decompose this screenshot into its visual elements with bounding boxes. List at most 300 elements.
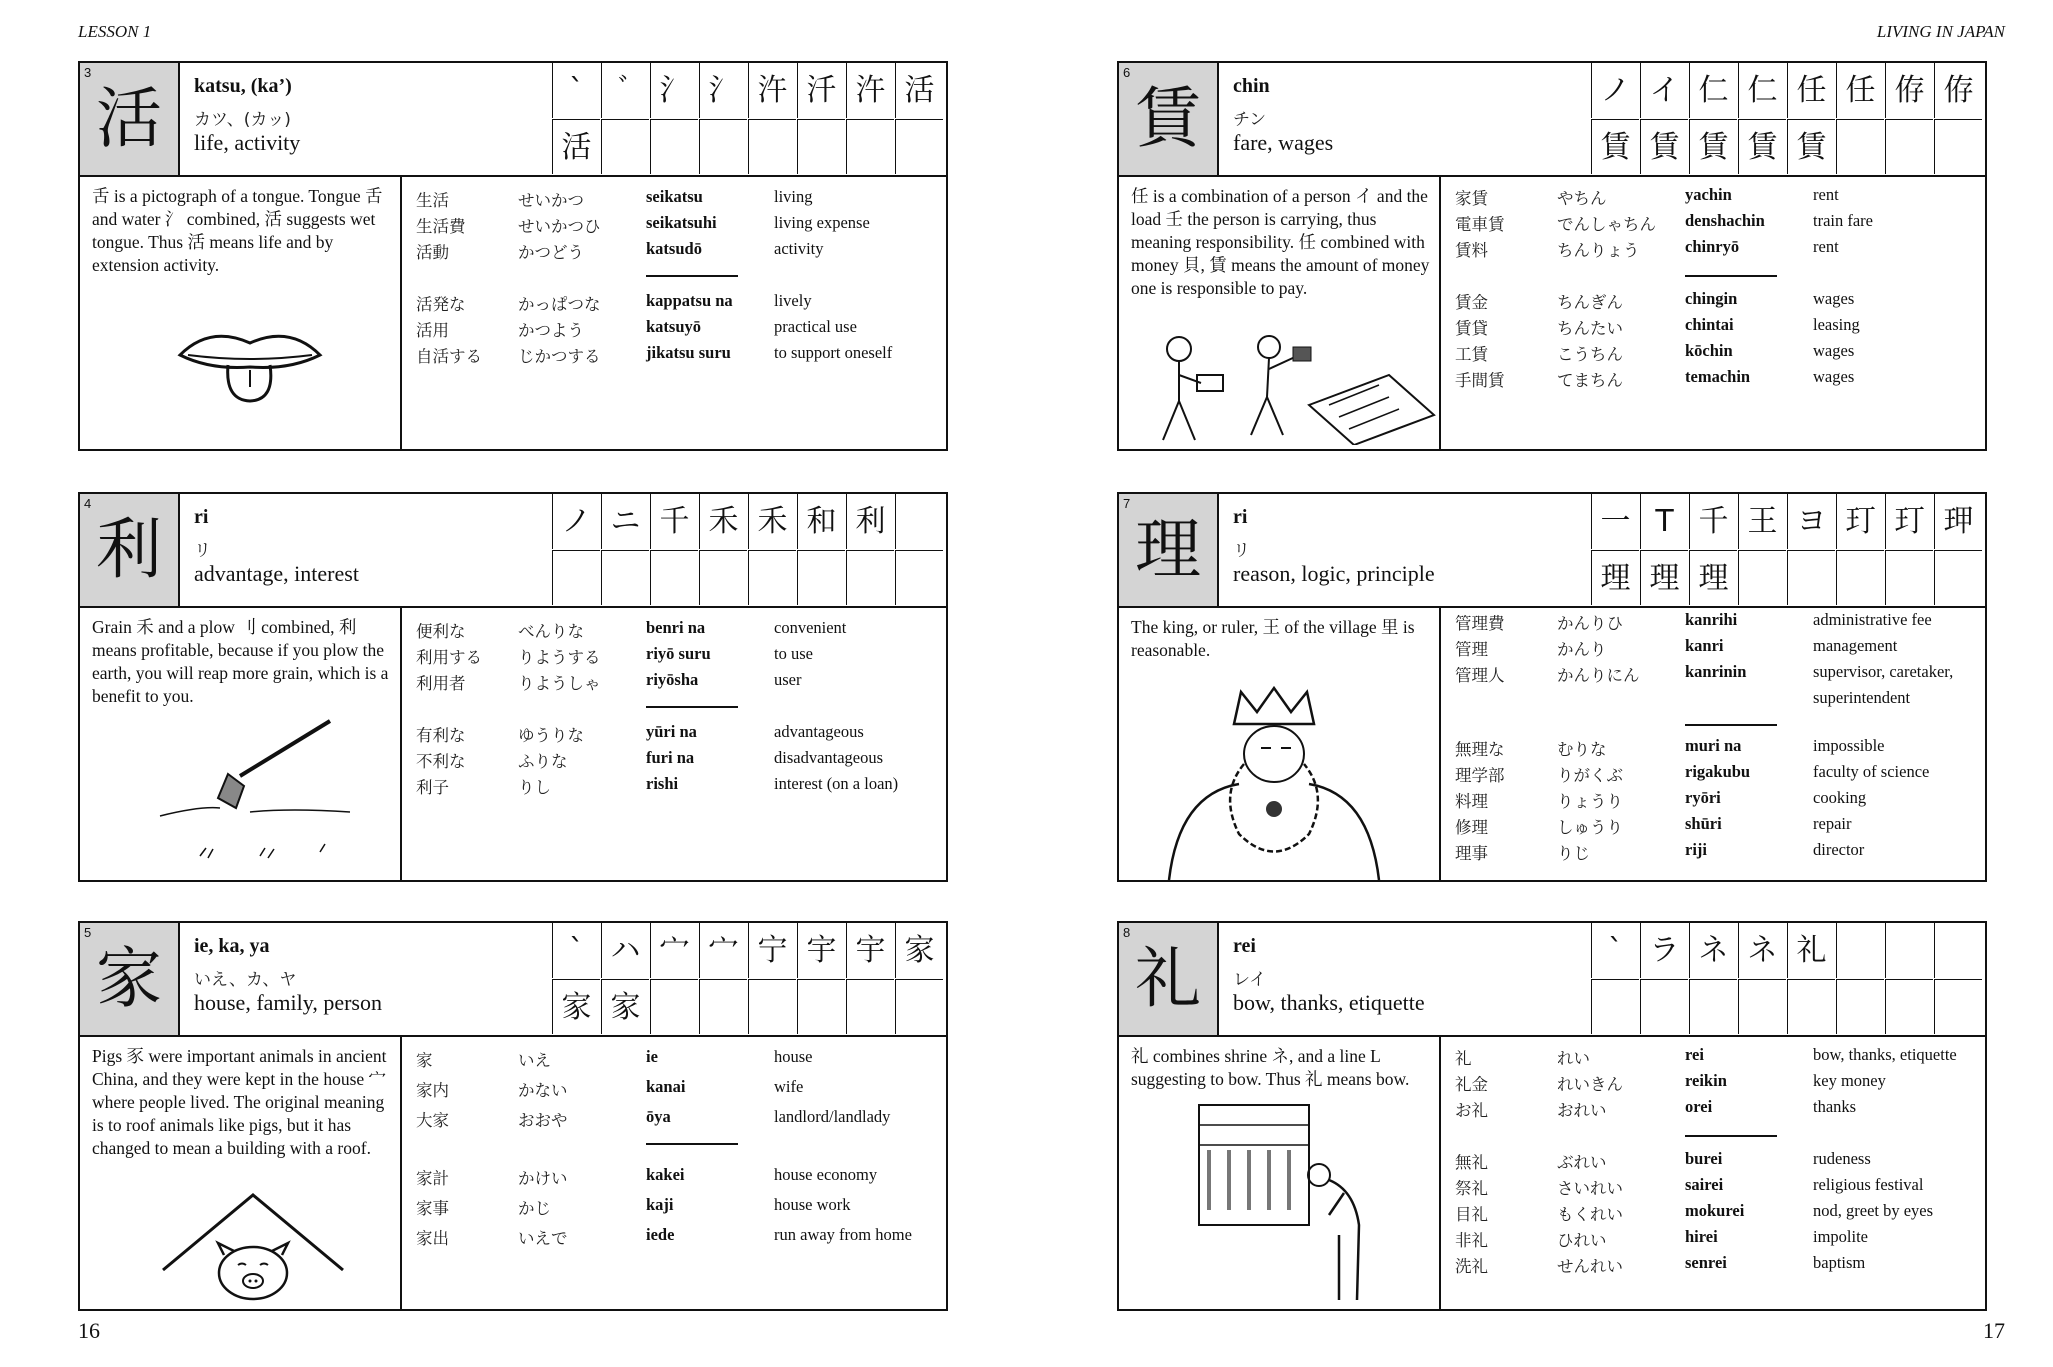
kanji-card-header [80, 923, 946, 1037]
vocab-row [1441, 788, 1985, 814]
kanji-meaning: reason, logic, principle [1233, 561, 1435, 586]
kanji-character: 礼 [1135, 940, 1201, 1017]
vocab-hiragana: せいかつ [518, 191, 584, 210]
vocab-kanji: 利用者 [416, 674, 466, 693]
vocab-row [402, 187, 946, 213]
vocab-kanji: 賃貸 [1455, 319, 1488, 338]
vocab-romaji: temachin [1685, 367, 1751, 386]
vocab-english: disadvantageous [774, 748, 884, 767]
stroke-cell: 汻 [846, 63, 894, 118]
vocab-hiragana: かけい [518, 1169, 568, 1188]
vocab-english: rent [1813, 185, 1839, 204]
vocab-english: house work [774, 1195, 851, 1214]
vocab-romaji: kaji [646, 1195, 674, 1214]
kanji-number: 3 [84, 65, 92, 80]
vocab-row [402, 774, 946, 800]
kanji-card-body [1119, 1035, 1985, 1309]
stroke-cell [1885, 119, 1933, 174]
vocab-english: advantageous [774, 722, 864, 741]
vocab-kanji: 料理 [1455, 792, 1488, 811]
stroke-cell [1836, 119, 1884, 174]
vocab-kanji: 修理 [1455, 818, 1488, 837]
kanji-number: 4 [84, 496, 92, 511]
vocab-romaji: orei [1685, 1097, 1713, 1116]
stroke-order-grid [1591, 923, 1985, 1035]
vocab-english: repair [1813, 814, 1852, 833]
stroke-cell: 理 [1689, 550, 1737, 605]
vocab-romaji: chintai [1685, 315, 1734, 334]
stroke-cell [1934, 550, 1982, 605]
kanji-meaning: house, family, person [194, 990, 382, 1015]
stroke-cell [1787, 979, 1835, 1034]
vocab-english: living [774, 187, 813, 206]
vocab-english: nod, greet by eyes [1813, 1201, 1934, 1220]
vocab-hiragana: やちん [1557, 189, 1607, 208]
vocab-english: practical use [774, 317, 857, 336]
stroke-cell: 理 [1640, 550, 1688, 605]
vocab-kanji: 洗礼 [1455, 1257, 1488, 1276]
kanji-meaning: fare, wages [1233, 130, 1334, 155]
vocab-hiragana: りようする [518, 648, 601, 667]
vocab-kanji: 家事 [416, 1199, 449, 1218]
vocab-english: superintendent [1813, 688, 1911, 707]
vocab-english: wife [774, 1077, 804, 1096]
kanji-description: 舌 is a pictograph of a tongue. Tongue 舌 and water 氵 combined, 活 suggests wet tongue. Thus 活 means life and by extension activity. [92, 186, 383, 275]
vocab-separator [646, 275, 738, 277]
kanji-card-body [80, 175, 946, 449]
vocab-kanji: 家内 [416, 1081, 449, 1100]
vocab-hiragana: しゅうり [1557, 818, 1623, 837]
vocab-hiragana: かじ [518, 1199, 551, 1218]
vocab-kanji: 理事 [1455, 844, 1488, 863]
stroke-cell: 玎 [1836, 494, 1884, 549]
kanji-description: Pigs 豕 were important animals in ancient China, and they were kept in the house 宀 where people lived. The original meaning is to roof animals like pigs, but it has changed to mean a building with a roof. [92, 1046, 387, 1158]
vocab-hiragana: むりな [1557, 740, 1607, 759]
vocab-row [402, 291, 946, 317]
stroke-cell [1934, 979, 1982, 1034]
stroke-cell: ラ [1640, 923, 1688, 978]
vocab-romaji: kanrihi [1685, 610, 1738, 629]
vocab-row [402, 1225, 946, 1251]
vocab-english: cooking [1813, 788, 1867, 807]
vocab-row [1441, 610, 1985, 636]
stroke-cell [1934, 923, 1982, 978]
vocab-english: interest (on a loan) [774, 774, 899, 793]
kanji-box [80, 494, 180, 606]
kanji-card-header [1119, 63, 1985, 177]
bowing-at-shrine-illustration [1189, 1095, 1389, 1309]
vocab-romaji: mokurei [1685, 1201, 1745, 1220]
vocab-row [1441, 315, 1985, 341]
kanji-reading: ie, ka, ya [194, 935, 270, 957]
vocab-row [1441, 367, 1985, 393]
vocab-row [1441, 211, 1985, 237]
stroke-cell: 任 [1836, 63, 1884, 118]
pig-under-roof-illustration [158, 1165, 348, 1305]
stroke-order-grid [552, 63, 946, 175]
vocab-english: religious festival [1813, 1175, 1924, 1194]
vocab-english: administrative fee [1813, 610, 1932, 629]
vocab-english: thanks [1813, 1097, 1857, 1116]
kanji-kana: リ [1233, 541, 1250, 561]
vocab-english: train fare [1813, 211, 1873, 230]
stroke-cell [895, 979, 943, 1034]
stroke-cell: 活 [895, 63, 943, 118]
kanji-card [78, 492, 948, 882]
vocab-row [402, 1077, 946, 1103]
kanji-card-header [1119, 923, 1985, 1037]
vocab-row [1441, 814, 1985, 840]
stroke-cell: 宇 [846, 923, 894, 978]
vocab-kanji: 便利な [416, 622, 466, 641]
vocab-row [1441, 662, 1985, 688]
kanji-character: 理 [1135, 511, 1201, 588]
kanji-description-panel [1119, 1035, 1441, 1309]
vocab-row [1441, 762, 1985, 788]
vocab-hiragana: こうちん [1557, 345, 1623, 364]
kanji-card [1117, 61, 1987, 451]
vocab-romaji: yachin [1685, 185, 1732, 204]
vocab-hiragana: ひれい [1557, 1231, 1607, 1250]
vocab-hiragana: でんしゃちん [1557, 215, 1656, 234]
vocab-romaji: burei [1685, 1149, 1723, 1168]
kanji-kana: カツ、(カッ) [194, 110, 291, 130]
vocab-kanji: 活発な [416, 295, 466, 314]
vocab-kanji: 礼 [1455, 1049, 1472, 1068]
kanji-description: 任 is a combination of a person イ and the load 壬 the person is carrying, thus meaning responsibility. 任 combined with money 貝, 賃 means the amount of money one is responsible to pay. [1131, 186, 1430, 298]
kanji-kana: いえ、カ、ヤ [194, 970, 297, 990]
vocab-hiragana: べんりな [518, 622, 584, 641]
stroke-cell [1787, 550, 1835, 605]
vocab-row [402, 1165, 946, 1191]
stroke-cell: 家 [895, 923, 943, 978]
vocab-kanji: 自活する [416, 347, 482, 366]
stroke-cell [748, 979, 796, 1034]
kanji-number: 5 [84, 925, 92, 940]
stroke-cell: 理 [1591, 550, 1639, 605]
kanji-box [1119, 494, 1219, 606]
vocab-romaji: benri na [646, 618, 706, 637]
vocab-row [1441, 341, 1985, 367]
vocab-row [402, 722, 946, 748]
stroke-cell [748, 550, 796, 605]
vocab-hiragana: かんりにん [1557, 666, 1640, 685]
vocab-english: impossible [1813, 736, 1885, 755]
vocab-english: director [1813, 840, 1865, 859]
kanji-character: 賃 [1135, 80, 1201, 157]
vocabulary-list [1441, 606, 1985, 880]
stroke-cell: 家 [552, 979, 600, 1034]
kanji-character: 家 [96, 940, 162, 1017]
vocab-english: impolite [1813, 1227, 1868, 1246]
vocab-row [1441, 1071, 1985, 1097]
vocab-english: leasing [1813, 315, 1860, 334]
vocab-row [402, 748, 946, 774]
kanji-box [80, 63, 180, 175]
vocab-hiragana: りし [518, 778, 551, 797]
vocab-english: wages [1813, 341, 1855, 360]
stroke-cell: イ [1640, 63, 1688, 118]
vocab-hiragana: かんり [1557, 640, 1607, 659]
vocab-romaji: reikin [1685, 1071, 1727, 1090]
vocab-hiragana: りょうり [1557, 792, 1623, 811]
vocab-row [402, 1195, 946, 1221]
vocab-english: wages [1813, 367, 1855, 386]
stroke-cell [699, 979, 747, 1034]
vocab-romaji: seikatsu [646, 187, 703, 206]
vocab-hiragana: じかつする [518, 347, 601, 366]
vocab-kanji: お礼 [1455, 1101, 1488, 1120]
stroke-cell [1640, 979, 1688, 1034]
kanji-meaning: life, activity [194, 130, 301, 155]
stroke-cell [1885, 979, 1933, 1034]
stroke-cell [1836, 923, 1884, 978]
kanji-box [1119, 63, 1219, 175]
vocab-hiragana: りがくぶ [1557, 766, 1623, 785]
stroke-cell: 宁 [748, 923, 796, 978]
stroke-cell [1934, 119, 1982, 174]
page-number-right: 17 [1983, 1318, 2005, 1343]
vocab-romaji: riyō suru [646, 644, 711, 663]
vocab-english: bow, thanks, etiquette [1813, 1045, 1957, 1064]
stroke-cell [1738, 979, 1786, 1034]
stroke-cell: ﾞ [601, 63, 649, 118]
stroke-cell [748, 119, 796, 174]
vocab-romaji: furi na [646, 748, 695, 767]
vocab-kanji: 賃料 [1455, 241, 1488, 260]
vocab-romaji: kappatsu na [646, 291, 733, 310]
vocab-hiragana: ぶれい [1557, 1153, 1607, 1172]
kanji-number: 7 [1123, 496, 1131, 511]
vocab-kanji: 目礼 [1455, 1205, 1488, 1224]
stroke-cell [650, 119, 698, 174]
vocab-romaji: kōchin [1685, 341, 1733, 360]
vocab-row [402, 239, 946, 265]
vocab-romaji: ryōri [1685, 788, 1721, 807]
vocab-hiragana: ちんたい [1557, 319, 1623, 338]
kanji-reading: ri [1233, 506, 1248, 528]
lips-illustration [170, 315, 330, 405]
stroke-cell: 氵 [650, 63, 698, 118]
vocab-row [1441, 1253, 1985, 1279]
stroke-cell [895, 550, 943, 605]
kanji-card-body [1119, 175, 1985, 449]
vocab-kanji: 生活 [416, 191, 449, 210]
stroke-cell: 禾 [748, 494, 796, 549]
stroke-cell: 賃 [1689, 119, 1737, 174]
stroke-cell [650, 979, 698, 1034]
vocab-romaji: riji [1685, 840, 1707, 859]
page-number-left: 16 [78, 1318, 100, 1343]
stroke-cell: 侟 [1885, 63, 1933, 118]
vocab-hiragana: おおや [518, 1111, 568, 1130]
vocab-hiragana: ゆうりな [518, 726, 584, 745]
vocab-romaji: sairei [1685, 1175, 1724, 1194]
vocab-romaji: katsudō [646, 239, 702, 258]
vocab-kanji: 不利な [416, 752, 466, 771]
stroke-cell: 氵 [699, 63, 747, 118]
vocab-romaji: kanri [1685, 636, 1724, 655]
vocab-hiragana: りようしゃ [518, 674, 601, 693]
stroke-cell [1738, 550, 1786, 605]
vocab-kanji: 祭礼 [1455, 1179, 1488, 1198]
vocab-hiragana: いえ [518, 1051, 551, 1070]
vocab-kanji: 手間賃 [1455, 371, 1505, 390]
vocab-english: wages [1813, 289, 1855, 308]
kanji-description: The king, or ruler, 王 of the village 里 is reasonable. [1131, 617, 1415, 660]
stroke-cell: 賃 [1591, 119, 1639, 174]
stroke-order-grid [1591, 63, 1985, 175]
vocab-romaji: denshachin [1685, 211, 1765, 230]
vocab-kanji: 管理 [1455, 640, 1488, 659]
vocab-row [402, 317, 946, 343]
vocab-romaji: kanrinin [1685, 662, 1747, 681]
vocab-row [1441, 688, 1985, 714]
kanji-character: 利 [96, 511, 162, 588]
stroke-cell: 和 [797, 494, 845, 549]
vocab-hiragana: かっぱつな [518, 295, 601, 314]
stroke-cell: 利 [846, 494, 894, 549]
stroke-cell [895, 494, 943, 549]
stroke-cell: 賃 [1787, 119, 1835, 174]
vocab-hiragana: れい [1557, 1049, 1590, 1068]
vocab-separator [1685, 1135, 1777, 1137]
vocab-romaji: kanai [646, 1077, 686, 1096]
vocab-hiragana: かつよう [518, 321, 584, 340]
vocab-english: user [774, 670, 802, 689]
vocab-hiragana: おれい [1557, 1101, 1607, 1120]
vocab-row [402, 343, 946, 369]
stroke-cell: 玎 [1885, 494, 1933, 549]
vocab-romaji: rigakubu [1685, 762, 1751, 781]
stroke-cell: 千 [1689, 494, 1737, 549]
stroke-cell: ネ [1689, 923, 1737, 978]
vocab-row [1441, 1201, 1985, 1227]
stroke-cell [846, 979, 894, 1034]
vocab-kanji: 家出 [416, 1229, 449, 1248]
stroke-cell [650, 550, 698, 605]
kanji-description-panel [80, 1035, 402, 1309]
kanji-card-header [80, 63, 946, 177]
vocab-english: to support oneself [774, 343, 893, 362]
vocab-hiragana: れいきん [1557, 1075, 1623, 1094]
vocab-row [1441, 736, 1985, 762]
vocab-hiragana: もくれい [1557, 1205, 1623, 1224]
kanji-box [1119, 923, 1219, 1035]
vocab-romaji: yūri na [646, 722, 697, 741]
vocab-row [402, 213, 946, 239]
stroke-cell [797, 550, 845, 605]
vocab-english: rudeness [1813, 1149, 1871, 1168]
vocab-hiragana: せいかつひ [518, 217, 601, 236]
vocab-romaji: kakei [646, 1165, 685, 1184]
vocab-row [1441, 237, 1985, 263]
vocab-row [1441, 1045, 1985, 1071]
vocab-hiragana: ちんりょう [1557, 241, 1640, 260]
vocab-english: management [1813, 636, 1898, 655]
kanji-card-body [80, 606, 946, 880]
kanji-kana: リ [194, 541, 211, 561]
stroke-cell: 宇 [797, 923, 845, 978]
kanji-character: 活 [96, 80, 162, 157]
vocab-kanji: 利用する [416, 648, 482, 667]
vocab-romaji: rei [1685, 1045, 1704, 1064]
vocab-english: key money [1813, 1071, 1886, 1090]
vocab-kanji: 無理な [1455, 740, 1505, 759]
stroke-order-grid [1591, 494, 1985, 606]
vocab-row [402, 1107, 946, 1133]
vocab-english: rent [1813, 237, 1839, 256]
kanji-card [78, 921, 948, 1311]
stroke-cell: 賃 [1640, 119, 1688, 174]
vocab-romaji: rishi [646, 774, 679, 793]
vocab-hiragana: かつどう [518, 243, 584, 262]
running-header-right: LIVING IN JAPAN [1876, 22, 2005, 41]
vocab-romaji: chinryō [1685, 237, 1740, 256]
stroke-cell: 活 [552, 119, 600, 174]
vocab-kanji: 賃金 [1455, 293, 1488, 312]
vocab-hiragana: せんれい [1557, 1257, 1623, 1276]
kanji-card-header [1119, 494, 1985, 608]
kanji-card-body [80, 1035, 946, 1309]
vocab-row [402, 644, 946, 670]
stroke-cell [601, 550, 649, 605]
vocab-kanji: 家賃 [1455, 189, 1488, 208]
vocab-kanji: 電車賃 [1455, 215, 1505, 234]
stroke-cell: 仁 [1738, 63, 1786, 118]
kanji-number: 8 [1123, 925, 1131, 940]
stroke-order-grid [552, 923, 946, 1035]
vocab-kanji: 利子 [416, 778, 449, 797]
kanji-kana: レイ [1233, 970, 1267, 990]
vocab-english: baptism [1813, 1253, 1866, 1272]
stroke-cell [601, 119, 649, 174]
vocab-english: house [774, 1047, 813, 1066]
vocab-kanji: 管理費 [1455, 614, 1505, 633]
vocab-separator [646, 706, 738, 708]
stroke-order-grid [552, 494, 946, 606]
kanji-description-panel [1119, 606, 1441, 880]
vocab-hiragana: さいれい [1557, 1179, 1623, 1198]
vocab-kanji: 非礼 [1455, 1231, 1488, 1250]
vocab-kanji: 有利な [416, 726, 466, 745]
vocab-kanji: 理学部 [1455, 766, 1505, 785]
vocab-hiragana: りじ [1557, 844, 1590, 863]
vocab-romaji: riyōsha [646, 670, 699, 689]
vocab-romaji: ōya [646, 1107, 671, 1126]
kanji-card [78, 61, 948, 451]
stroke-cell: 汘 [797, 63, 845, 118]
vocab-romaji: jikatsu suru [646, 343, 731, 362]
vocab-separator [1685, 275, 1777, 277]
person-carrying-load-illustration [1139, 335, 1439, 445]
stroke-cell [1836, 979, 1884, 1034]
stroke-cell: 家 [601, 979, 649, 1034]
stroke-cell [1836, 550, 1884, 605]
vocab-romaji: muri na [1685, 736, 1742, 755]
stroke-cell: ` [552, 923, 600, 978]
kanji-reading: katsu, (ka’) [194, 75, 292, 97]
stroke-cell: 任 [1787, 63, 1835, 118]
kanji-description-panel [80, 175, 402, 449]
vocabulary-list [402, 175, 946, 449]
vocab-romaji: senrei [1685, 1253, 1727, 1272]
stroke-cell: ノ [552, 494, 600, 549]
vocab-hiragana: てまちん [1557, 371, 1623, 390]
stroke-cell: 一 [1591, 494, 1639, 549]
vocab-row [402, 670, 946, 696]
stroke-cell: ノ [1591, 63, 1639, 118]
